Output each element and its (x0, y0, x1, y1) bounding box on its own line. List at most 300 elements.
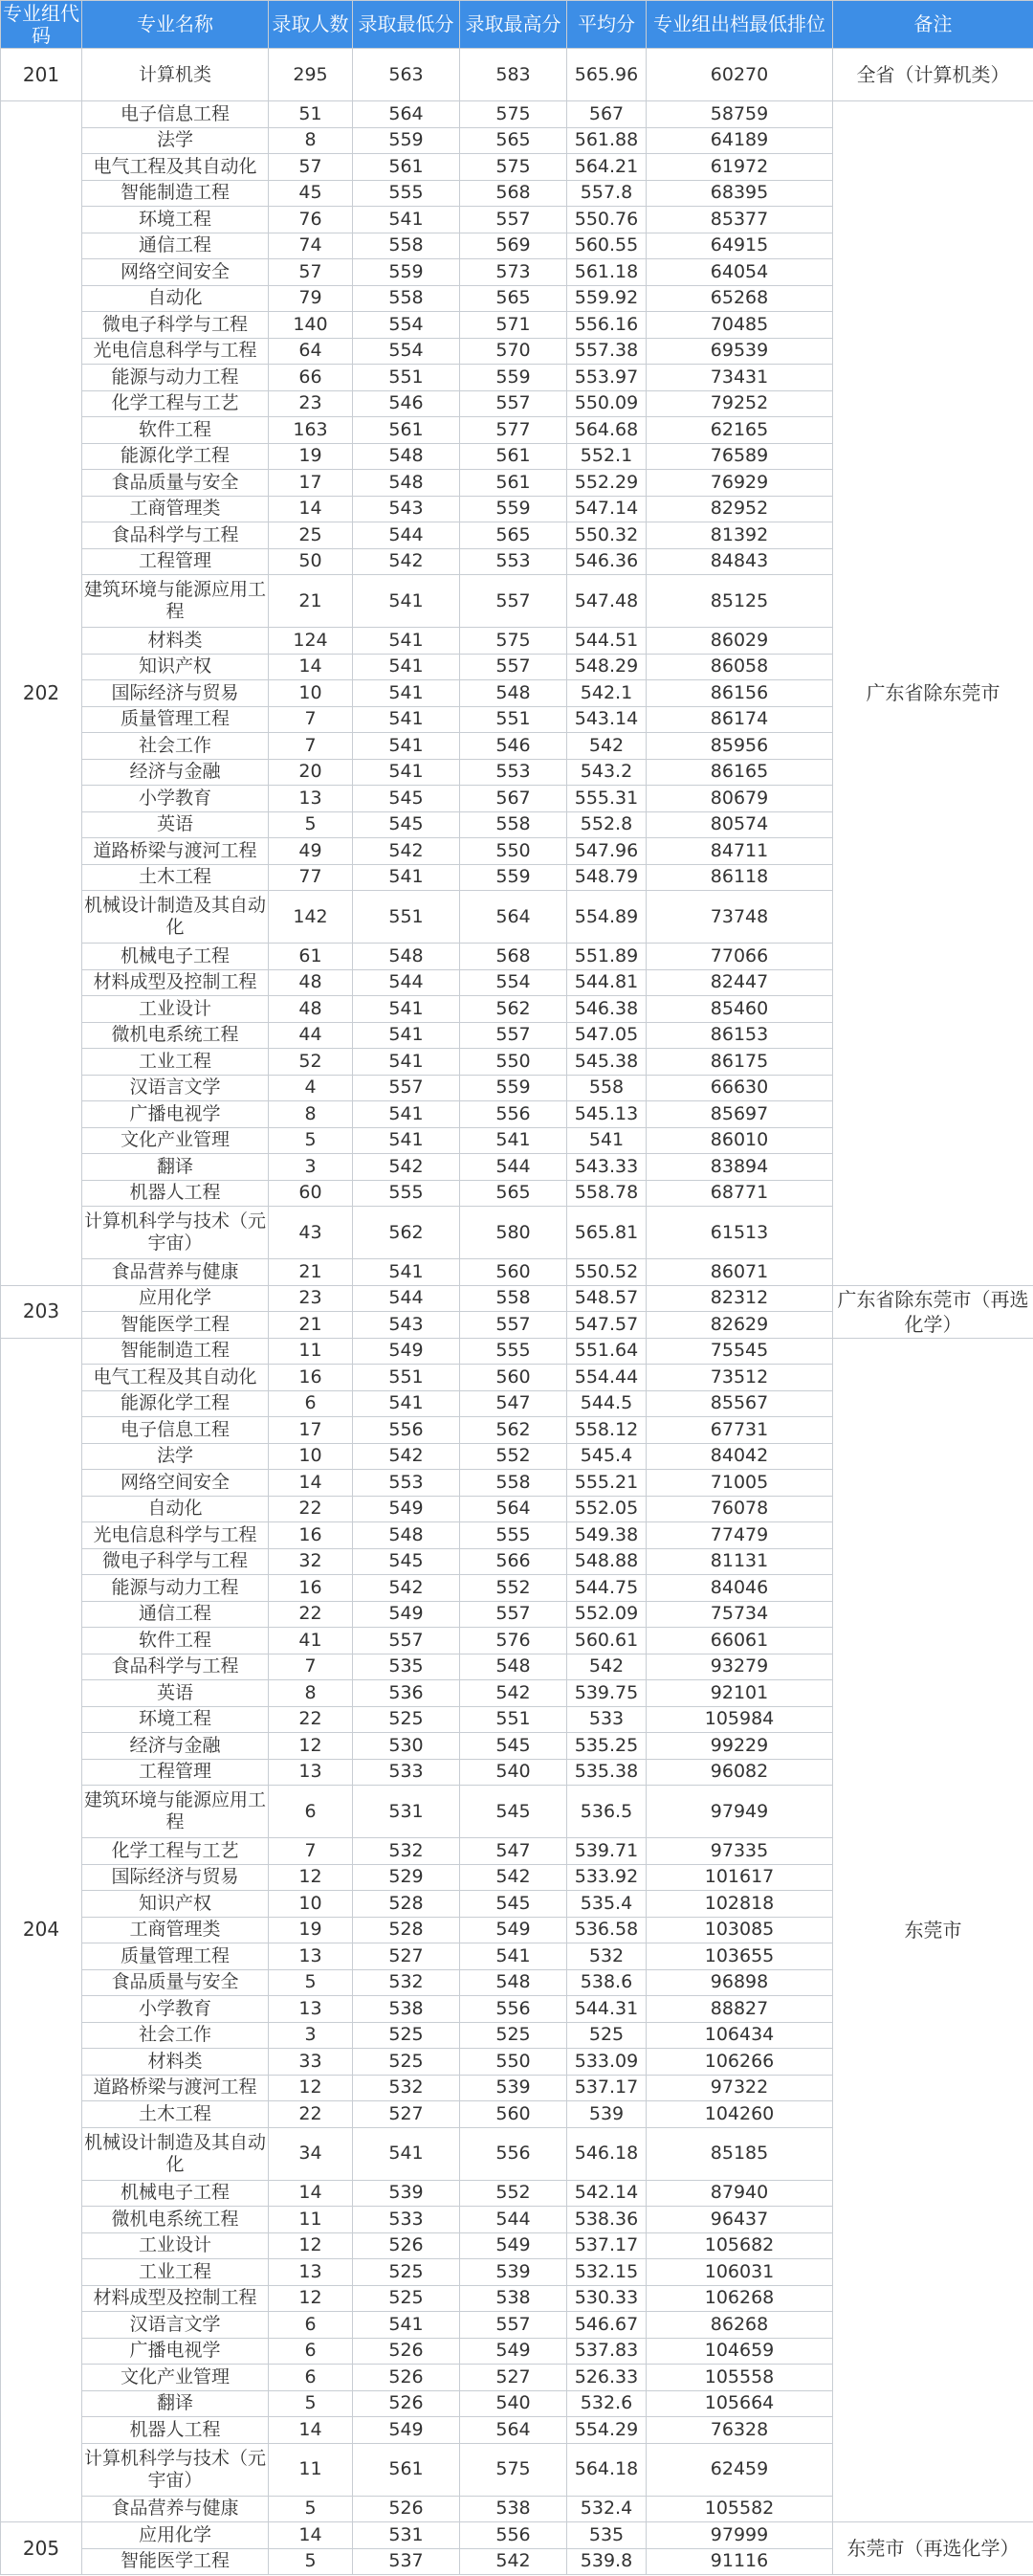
min-rank-cell: 87940 (647, 2180, 833, 2207)
max-score-cell: 544 (460, 2207, 567, 2233)
major-name-cell: 建筑环境与能源应用工程 (82, 1786, 269, 1838)
major-name-cell: 英语 (82, 1680, 269, 1707)
min-rank-cell: 81392 (647, 522, 833, 549)
min-score-cell: 549 (353, 1601, 460, 1628)
max-score-cell: 555 (460, 1522, 567, 1549)
avg-score-cell: 564.21 (567, 154, 647, 181)
min-rank-cell: 99229 (647, 1733, 833, 1760)
major-name-cell: 网络空间安全 (82, 259, 269, 286)
max-score-cell: 542 (460, 1864, 567, 1891)
admitted-count-cell: 13 (269, 1996, 353, 2023)
major-name-cell: 文化产业管理 (82, 2365, 269, 2391)
max-score-cell: 539 (460, 2259, 567, 2286)
max-score-cell: 557 (460, 2312, 567, 2339)
avg-score-cell: 552.05 (567, 1496, 647, 1522)
max-score-cell: 554 (460, 969, 567, 996)
min-rank-cell: 61513 (647, 1207, 833, 1259)
min-score-cell: 542 (353, 1443, 460, 1470)
min-rank-cell: 103085 (647, 1917, 833, 1943)
max-score-cell: 544 (460, 1154, 567, 1181)
admitted-count-cell: 76 (269, 207, 353, 233)
major-name-cell: 智能医学工程 (82, 1312, 269, 1339)
avg-score-cell: 558 (567, 1075, 647, 1101)
min-rank-cell: 85567 (647, 1390, 833, 1417)
max-score-cell: 557 (460, 1022, 567, 1049)
avg-score-cell: 542.14 (567, 2180, 647, 2207)
min-rank-cell: 73512 (647, 1365, 833, 1391)
avg-score-cell: 539 (567, 2101, 647, 2128)
major-name-cell: 能源化学工程 (82, 443, 269, 470)
avg-score-cell: 532 (567, 1943, 647, 1970)
min-rank-cell: 83894 (647, 1154, 833, 1181)
major-name-cell: 广播电视学 (82, 1101, 269, 1128)
min-rank-cell: 82952 (647, 496, 833, 522)
avg-score-cell: 539.75 (567, 1680, 647, 1707)
min-rank-cell: 86268 (647, 2312, 833, 2339)
major-name-cell: 微电子科学与工程 (82, 312, 269, 339)
min-score-cell: 536 (353, 1680, 460, 1707)
min-rank-cell: 66061 (647, 1628, 833, 1654)
header-remark: 备注 (833, 1, 1033, 49)
admitted-count-cell: 14 (269, 654, 353, 680)
admitted-count-cell: 5 (269, 2548, 353, 2575)
max-score-cell: 547 (460, 1390, 567, 1417)
admitted-count-cell: 5 (269, 1127, 353, 1154)
admitted-count-cell: 295 (269, 49, 353, 101)
min-rank-cell: 85377 (647, 207, 833, 233)
min-rank-cell: 82447 (647, 969, 833, 996)
major-name-cell: 食品营养与健康 (82, 1259, 269, 1286)
min-score-cell: 525 (353, 2285, 460, 2312)
min-score-cell: 526 (353, 2365, 460, 2391)
avg-score-cell: 543.2 (567, 759, 647, 786)
major-name-cell: 社会工作 (82, 733, 269, 760)
admitted-count-cell: 6 (269, 1786, 353, 1838)
min-score-cell: 544 (353, 969, 460, 996)
max-score-cell: 558 (460, 811, 567, 838)
max-score-cell: 562 (460, 1417, 567, 1444)
min-score-cell: 541 (353, 1049, 460, 1076)
min-score-cell: 526 (353, 2232, 460, 2259)
min-score-cell: 558 (353, 285, 460, 312)
min-score-cell: 532 (353, 1969, 460, 1996)
max-score-cell: 559 (460, 365, 567, 391)
min-score-cell: 541 (353, 680, 460, 707)
min-score-cell: 541 (353, 1259, 460, 1286)
max-score-cell: 564 (460, 1496, 567, 1522)
min-score-cell: 551 (353, 365, 460, 391)
major-name-cell: 通信工程 (82, 233, 269, 259)
avg-score-cell: 546.18 (567, 2127, 647, 2180)
admitted-count-cell: 10 (269, 1443, 353, 1470)
min-rank-cell: 76929 (647, 470, 833, 497)
admitted-count-cell: 11 (269, 1338, 353, 1365)
max-score-cell: 558 (460, 1470, 567, 1497)
admitted-count-cell: 22 (269, 1601, 353, 1628)
avg-score-cell: 526.33 (567, 2365, 647, 2391)
admitted-count-cell: 23 (269, 1285, 353, 1312)
min-rank-cell: 86029 (647, 628, 833, 655)
min-rank-cell: 86156 (647, 680, 833, 707)
major-name-cell: 机器人工程 (82, 2417, 269, 2444)
major-name-cell: 计算机类 (82, 49, 269, 101)
major-name-cell: 能源与动力工程 (82, 365, 269, 391)
min-score-cell: 557 (353, 1628, 460, 1654)
avg-score-cell: 554.29 (567, 2417, 647, 2444)
min-score-cell: 541 (353, 654, 460, 680)
avg-score-cell: 554.89 (567, 891, 647, 944)
avg-score-cell: 536.58 (567, 1917, 647, 1943)
avg-score-cell: 535 (567, 2522, 647, 2549)
major-name-cell: 机械设计制造及其自动化 (82, 891, 269, 944)
min-rank-cell: 75545 (647, 1338, 833, 1365)
major-name-cell: 建筑环境与能源应用工程 (82, 575, 269, 628)
min-score-cell: 533 (353, 2207, 460, 2233)
table-row (1, 101, 1033, 128)
avg-score-cell: 556.16 (567, 312, 647, 339)
admitted-count-cell: 32 (269, 1548, 353, 1575)
admitted-count-cell: 10 (269, 680, 353, 707)
min-rank-cell: 64915 (647, 233, 833, 259)
min-score-cell: 561 (353, 154, 460, 181)
max-score-cell: 538 (460, 2496, 567, 2522)
admitted-count-cell: 17 (269, 470, 353, 497)
max-score-cell: 564 (460, 2417, 567, 2444)
major-name-cell: 材料成型及控制工程 (82, 969, 269, 996)
min-score-cell: 551 (353, 1365, 460, 1391)
min-rank-cell: 106266 (647, 2049, 833, 2076)
max-score-cell: 542 (460, 1680, 567, 1707)
min-score-cell: 544 (353, 1285, 460, 1312)
max-score-cell: 549 (460, 2232, 567, 2259)
remark-cell: 东莞市 (833, 1338, 1033, 2522)
min-score-cell: 543 (353, 1312, 460, 1339)
min-rank-cell: 86071 (647, 1259, 833, 1286)
max-score-cell: 527 (460, 2365, 567, 2391)
header-min-rank: 专业组出档最低排位 (647, 1, 833, 49)
admitted-count-cell: 14 (269, 2522, 353, 2549)
min-rank-cell: 76328 (647, 2417, 833, 2444)
min-score-cell: 559 (353, 127, 460, 154)
min-score-cell: 525 (353, 2259, 460, 2286)
avg-score-cell: 547.57 (567, 1312, 647, 1339)
major-name-cell: 计算机科学与技术（元宇宙） (82, 2443, 269, 2496)
max-score-cell: 545 (460, 1786, 567, 1838)
min-score-cell: 541 (353, 2127, 460, 2180)
admitted-count-cell: 44 (269, 1022, 353, 1049)
avg-score-cell: 565.81 (567, 1207, 647, 1259)
admitted-count-cell: 11 (269, 2207, 353, 2233)
max-score-cell: 552 (460, 1575, 567, 1602)
admitted-count-cell: 8 (269, 1680, 353, 1707)
min-score-cell: 533 (353, 1759, 460, 1786)
header-admitted-count: 录取人数 (269, 1, 353, 49)
admitted-count-cell: 5 (269, 2496, 353, 2522)
min-score-cell: 545 (353, 786, 460, 812)
major-name-cell: 法学 (82, 127, 269, 154)
min-rank-cell: 86153 (647, 1022, 833, 1049)
admitted-count-cell: 41 (269, 1628, 353, 1654)
admitted-count-cell: 22 (269, 2101, 353, 2128)
min-rank-cell: 85185 (647, 2127, 833, 2180)
admitted-count-cell: 10 (269, 1891, 353, 1918)
min-rank-cell: 58759 (647, 101, 833, 128)
min-rank-cell: 105984 (647, 1706, 833, 1733)
min-score-cell: 555 (353, 1180, 460, 1207)
min-score-cell: 544 (353, 522, 460, 549)
admitted-count-cell: 8 (269, 1101, 353, 1128)
min-rank-cell: 96437 (647, 2207, 833, 2233)
major-name-cell: 知识产权 (82, 1891, 269, 1918)
min-rank-cell: 80679 (647, 786, 833, 812)
admitted-count-cell: 7 (269, 733, 353, 760)
table-row (1, 1285, 1033, 1312)
max-score-cell: 552 (460, 2180, 567, 2207)
min-score-cell: 561 (353, 2443, 460, 2496)
major-name-cell: 知识产权 (82, 654, 269, 680)
major-name-cell: 工业工程 (82, 1049, 269, 1076)
admitted-count-cell: 6 (269, 2312, 353, 2339)
admitted-count-cell: 7 (269, 1838, 353, 1865)
admitted-count-cell: 6 (269, 2365, 353, 2391)
avg-score-cell: 533.92 (567, 1864, 647, 1891)
max-score-cell: 556 (460, 2522, 567, 2549)
header-max-score: 录取最高分 (460, 1, 567, 49)
major-name-cell: 机械电子工程 (82, 944, 269, 970)
remark-cell: 全省（计算机类） (833, 49, 1033, 101)
max-score-cell: 550 (460, 838, 567, 865)
max-score-cell: 548 (460, 1969, 567, 1996)
avg-score-cell: 558.78 (567, 1180, 647, 1207)
avg-score-cell: 542 (567, 1654, 647, 1680)
max-score-cell: 552 (460, 1443, 567, 1470)
major-name-cell: 应用化学 (82, 1285, 269, 1312)
major-name-cell: 广播电视学 (82, 2338, 269, 2365)
major-name-cell: 机械电子工程 (82, 2180, 269, 2207)
avg-score-cell: 561.88 (567, 127, 647, 154)
admitted-count-cell: 124 (269, 628, 353, 655)
min-rank-cell: 85697 (647, 1101, 833, 1128)
max-score-cell: 573 (460, 259, 567, 286)
major-name-cell: 质量管理工程 (82, 1943, 269, 1970)
avg-score-cell: 545.38 (567, 1049, 647, 1076)
major-name-cell: 食品科学与工程 (82, 1654, 269, 1680)
admitted-count-cell: 34 (269, 2127, 353, 2180)
admitted-count-cell: 16 (269, 1365, 353, 1391)
admitted-count-cell: 45 (269, 180, 353, 207)
avg-score-cell: 525 (567, 2022, 647, 2049)
min-score-cell: 541 (353, 575, 460, 628)
major-name-cell: 软件工程 (82, 417, 269, 444)
min-score-cell: 553 (353, 1470, 460, 1497)
max-score-cell: 545 (460, 1733, 567, 1760)
avg-score-cell: 532.4 (567, 2496, 647, 2522)
admitted-count-cell: 64 (269, 338, 353, 365)
avg-score-cell: 560.61 (567, 1628, 647, 1654)
avg-score-cell: 550.32 (567, 522, 647, 549)
avg-score-cell: 550.09 (567, 390, 647, 417)
admitted-count-cell: 12 (269, 2075, 353, 2101)
major-name-cell: 微电子科学与工程 (82, 1548, 269, 1575)
min-rank-cell: 60270 (647, 49, 833, 101)
admitted-count-cell: 48 (269, 996, 353, 1023)
max-score-cell: 583 (460, 49, 567, 101)
min-rank-cell: 103655 (647, 1943, 833, 1970)
min-rank-cell: 106268 (647, 2285, 833, 2312)
major-name-cell: 能源化学工程 (82, 1390, 269, 1417)
min-rank-cell: 79252 (647, 390, 833, 417)
min-rank-cell: 82312 (647, 1285, 833, 1312)
avg-score-cell: 544.75 (567, 1575, 647, 1602)
avg-score-cell: 544.31 (567, 1996, 647, 2023)
admitted-count-cell: 22 (269, 1496, 353, 1522)
avg-score-cell: 544.5 (567, 1390, 647, 1417)
admitted-count-cell: 12 (269, 2285, 353, 2312)
admitted-count-cell: 57 (269, 259, 353, 286)
min-score-cell: 557 (353, 1075, 460, 1101)
admitted-count-cell: 50 (269, 548, 353, 575)
min-rank-cell: 85956 (647, 733, 833, 760)
major-name-cell: 法学 (82, 1443, 269, 1470)
admitted-count-cell: 3 (269, 1154, 353, 1181)
min-score-cell: 543 (353, 496, 460, 522)
min-score-cell: 525 (353, 2022, 460, 2049)
max-score-cell: 540 (460, 2390, 567, 2417)
admitted-count-cell: 140 (269, 312, 353, 339)
avg-score-cell: 550.76 (567, 207, 647, 233)
min-score-cell: 545 (353, 811, 460, 838)
admitted-count-cell: 3 (269, 2022, 353, 2049)
admitted-count-cell: 14 (269, 2180, 353, 2207)
max-score-cell: 553 (460, 759, 567, 786)
group-code-cell: 201 (1, 49, 82, 101)
min-rank-cell: 104260 (647, 2101, 833, 2128)
avg-score-cell: 552.09 (567, 1601, 647, 1628)
min-rank-cell: 73748 (647, 891, 833, 944)
avg-score-cell: 537.17 (567, 2075, 647, 2101)
header-min-score: 录取最低分 (353, 1, 460, 49)
max-score-cell: 556 (460, 1101, 567, 1128)
min-score-cell: 530 (353, 1733, 460, 1760)
admitted-count-cell: 79 (269, 285, 353, 312)
avg-score-cell: 537.83 (567, 2338, 647, 2365)
min-score-cell: 542 (353, 838, 460, 865)
major-name-cell: 工业设计 (82, 996, 269, 1023)
admitted-count-cell: 12 (269, 1733, 353, 1760)
major-name-cell: 工业工程 (82, 2259, 269, 2286)
avg-score-cell: 533 (567, 1706, 647, 1733)
major-name-cell: 工程管理 (82, 548, 269, 575)
min-score-cell: 541 (353, 733, 460, 760)
admitted-count-cell: 25 (269, 522, 353, 549)
min-rank-cell: 86058 (647, 654, 833, 680)
table-body (1, 49, 1033, 2575)
avg-score-cell: 567 (567, 101, 647, 128)
min-score-cell: 542 (353, 548, 460, 575)
min-score-cell: 541 (353, 864, 460, 891)
max-score-cell: 557 (460, 390, 567, 417)
avg-score-cell: 532.6 (567, 2390, 647, 2417)
min-rank-cell: 101617 (647, 1864, 833, 1891)
avg-score-cell: 546.36 (567, 548, 647, 575)
max-score-cell: 548 (460, 1654, 567, 1680)
min-score-cell: 548 (353, 1522, 460, 1549)
min-score-cell: 561 (353, 417, 460, 444)
min-rank-cell: 65268 (647, 285, 833, 312)
major-name-cell: 食品质量与安全 (82, 1969, 269, 1996)
admitted-count-cell: 16 (269, 1575, 353, 1602)
major-name-cell: 自动化 (82, 1496, 269, 1522)
min-rank-cell: 80574 (647, 811, 833, 838)
min-rank-cell: 92101 (647, 1680, 833, 1707)
min-score-cell: 532 (353, 1838, 460, 1865)
min-score-cell: 546 (353, 390, 460, 417)
major-name-cell: 环境工程 (82, 207, 269, 233)
major-name-cell: 软件工程 (82, 1628, 269, 1654)
min-score-cell: 541 (353, 706, 460, 733)
admitted-count-cell: 21 (269, 575, 353, 628)
major-name-cell: 光电信息科学与工程 (82, 1522, 269, 1549)
major-name-cell: 微机电系统工程 (82, 2207, 269, 2233)
admitted-count-cell: 17 (269, 1417, 353, 1444)
max-score-cell: 570 (460, 338, 567, 365)
avg-score-cell: 552.1 (567, 443, 647, 470)
avg-score-cell: 545.4 (567, 1443, 647, 1470)
min-rank-cell: 84843 (647, 548, 833, 575)
avg-score-cell: 541 (567, 1127, 647, 1154)
min-score-cell: 548 (353, 470, 460, 497)
admitted-count-cell: 19 (269, 443, 353, 470)
admitted-count-cell: 142 (269, 891, 353, 944)
min-score-cell: 542 (353, 1575, 460, 1602)
avg-score-cell: 539.8 (567, 2548, 647, 2575)
avg-score-cell: 561.18 (567, 259, 647, 286)
avg-score-cell: 553.97 (567, 365, 647, 391)
avg-score-cell: 548.88 (567, 1548, 647, 1575)
admitted-count-cell: 4 (269, 1075, 353, 1101)
min-score-cell: 551 (353, 891, 460, 944)
avg-score-cell: 564.18 (567, 2443, 647, 2496)
max-score-cell: 575 (460, 2443, 567, 2496)
min-rank-cell: 75734 (647, 1601, 833, 1628)
max-score-cell: 550 (460, 1049, 567, 1076)
remark-cell: 广东省除东莞市 (833, 101, 1033, 1286)
max-score-cell: 559 (460, 496, 567, 522)
major-name-cell: 翻译 (82, 1154, 269, 1181)
max-score-cell: 549 (460, 1917, 567, 1943)
header-avg-score: 平均分 (567, 1, 647, 49)
avg-score-cell: 547.14 (567, 496, 647, 522)
max-score-cell: 561 (460, 470, 567, 497)
min-rank-cell: 86174 (647, 706, 833, 733)
admitted-count-cell: 14 (269, 1470, 353, 1497)
min-score-cell: 541 (353, 1127, 460, 1154)
avg-score-cell: 551.89 (567, 944, 647, 970)
admitted-count-cell: 7 (269, 1654, 353, 1680)
major-name-cell: 汉语言文学 (82, 1075, 269, 1101)
admitted-count-cell: 5 (269, 811, 353, 838)
min-score-cell: 532 (353, 2075, 460, 2101)
avg-score-cell: 546.38 (567, 996, 647, 1023)
major-name-cell: 智能制造工程 (82, 180, 269, 207)
min-score-cell: 526 (353, 2496, 460, 2522)
min-rank-cell: 96082 (647, 1759, 833, 1786)
min-score-cell: 559 (353, 259, 460, 286)
max-score-cell: 568 (460, 944, 567, 970)
max-score-cell: 538 (460, 2285, 567, 2312)
min-score-cell: 541 (353, 628, 460, 655)
major-name-cell: 工商管理类 (82, 496, 269, 522)
